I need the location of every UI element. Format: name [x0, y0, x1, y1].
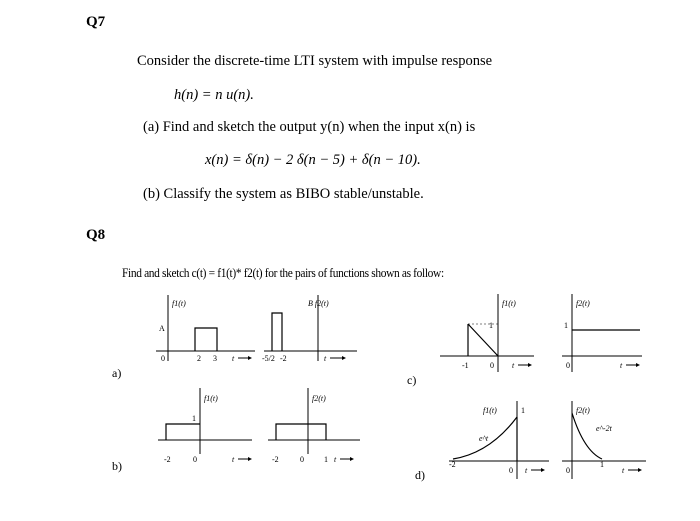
- graph-b-f1: [152, 388, 257, 468]
- pair-a-label: a): [112, 366, 122, 380]
- graph-b-f2-name: f2(t): [312, 394, 326, 403]
- graph-d-f2-tick-1: 0: [566, 466, 570, 475]
- graph-a-f2: [262, 295, 362, 375]
- graph-b-f1-arrowhead: [248, 457, 252, 461]
- graph-c-f1-name: f1(t): [502, 299, 516, 308]
- graph-a-f1-pulse: [195, 328, 217, 351]
- graph-d-f1-arrowhead: [541, 468, 545, 472]
- graph-d-f2-name: f2(t): [576, 406, 590, 415]
- graph-c-f1-amp: 1: [489, 321, 493, 330]
- q7-impulse-response: h(n) = n u(n).: [174, 87, 254, 103]
- graph-d-f1-curve-label: e^t: [479, 434, 489, 443]
- graph-b-f1-tick-1: -2: [164, 455, 171, 464]
- graph-c-f2-origin: 0: [566, 361, 570, 370]
- q8-prompt: Find and sketch c(t) = f1(t)* f2(t) for the pairs of functions shown as follow:: [122, 265, 444, 280]
- q7-part-b: (b) Classify the system as BIBO stable/unstable.: [143, 186, 424, 202]
- graph-d-f2-axis-label: t: [622, 466, 625, 475]
- graph-a-f2-axis-label: t: [324, 354, 327, 363]
- graph-b-f2-pulse: [276, 424, 326, 440]
- graph-a-f2-name: B f2(t): [308, 299, 329, 308]
- graph-d-f2-tick-2: 1: [600, 460, 604, 469]
- pair-d-label: d): [415, 468, 425, 482]
- graph-b-f1-pulse: [166, 424, 200, 440]
- q7-intro: Consider the discrete-time LTI system with impulse response: [137, 53, 493, 69]
- graph-d-f1-tick-1: -2: [449, 460, 456, 469]
- graph-d-f2-curve-label: e^-2t: [596, 424, 612, 433]
- graph-c-f1-tick-2: 0: [490, 361, 494, 370]
- graph-a-f1: [150, 295, 260, 375]
- graph-c-f2-amp: 1: [564, 321, 568, 330]
- graph-b-f1-axis-label: t: [232, 455, 235, 464]
- graph-a-f1-arrowhead: [248, 356, 252, 360]
- graph-b-f2-tick-2: 0: [300, 455, 304, 464]
- pair-b-label: b): [112, 459, 122, 473]
- graph-b-f2-axis-label: t: [334, 455, 337, 464]
- graph-a-f1-origin: 0: [161, 354, 165, 363]
- graph-d-f1-axis-label: t: [525, 466, 528, 475]
- graph-b-f2-arrowhead: [350, 457, 354, 461]
- q7-label: Q7: [86, 14, 106, 30]
- graph-a-f1-tick-1: 2: [197, 354, 201, 363]
- graph-c-f2-arrowhead: [636, 363, 640, 367]
- graph-c-f1: [440, 292, 540, 377]
- graph-a-f2-pulse: [272, 313, 282, 351]
- graph-a-f2-tick-2: -2: [280, 354, 287, 363]
- graph-d-f2: [560, 395, 650, 485]
- graph-c-f2-name: f2(t): [576, 299, 590, 308]
- graph-b-f2: [262, 388, 367, 468]
- graph-b-f2-tick-1: -2: [272, 455, 279, 464]
- graph-b-f1-amp: 1: [192, 414, 196, 423]
- graph-d-f2-curve: [572, 413, 602, 459]
- graph-b-f2-tick-3: 1: [324, 455, 328, 464]
- graph-c-f1-axis-label: t: [512, 361, 515, 370]
- graph-d-f1-name: f1(t): [483, 406, 497, 415]
- q7-part-a: (a) Find and sketch the output y(n) when the input x(n) is: [143, 119, 476, 135]
- graph-d-f1-tick-2: 0: [509, 466, 513, 475]
- graph-c-f1-tick-1: -1: [462, 361, 469, 370]
- graph-a-f1-tick-2: 3: [213, 354, 217, 363]
- graph-a-f2-tick-1: -5/2: [262, 354, 275, 363]
- graph-a-f1-amp: A: [159, 324, 165, 333]
- pair-c-label: c): [407, 373, 417, 387]
- graph-a-f1-name: f1(t): [172, 299, 186, 308]
- graph-c-f2-axis-label: t: [620, 361, 623, 370]
- graph-c-f1-arrowhead: [528, 363, 532, 367]
- graph-b-f1-name: f1(t): [204, 394, 218, 403]
- graph-d-f1: [445, 395, 555, 485]
- graph-d-f1-amp: 1: [521, 406, 525, 415]
- graph-a-f2-arrowhead: [342, 356, 346, 360]
- q7-input-signal: x(n) = δ(n) − 2 δ(n − 5) + δ(n − 10).: [205, 152, 421, 168]
- graph-a-f1-axis-label: t: [232, 354, 235, 363]
- graph-d-f2-arrowhead: [638, 468, 642, 472]
- graph-c-f1-ramp: [468, 324, 498, 356]
- q8-label: Q8: [86, 227, 106, 243]
- graph-c-f2: [560, 292, 645, 377]
- graph-b-f1-tick-2: 0: [193, 455, 197, 464]
